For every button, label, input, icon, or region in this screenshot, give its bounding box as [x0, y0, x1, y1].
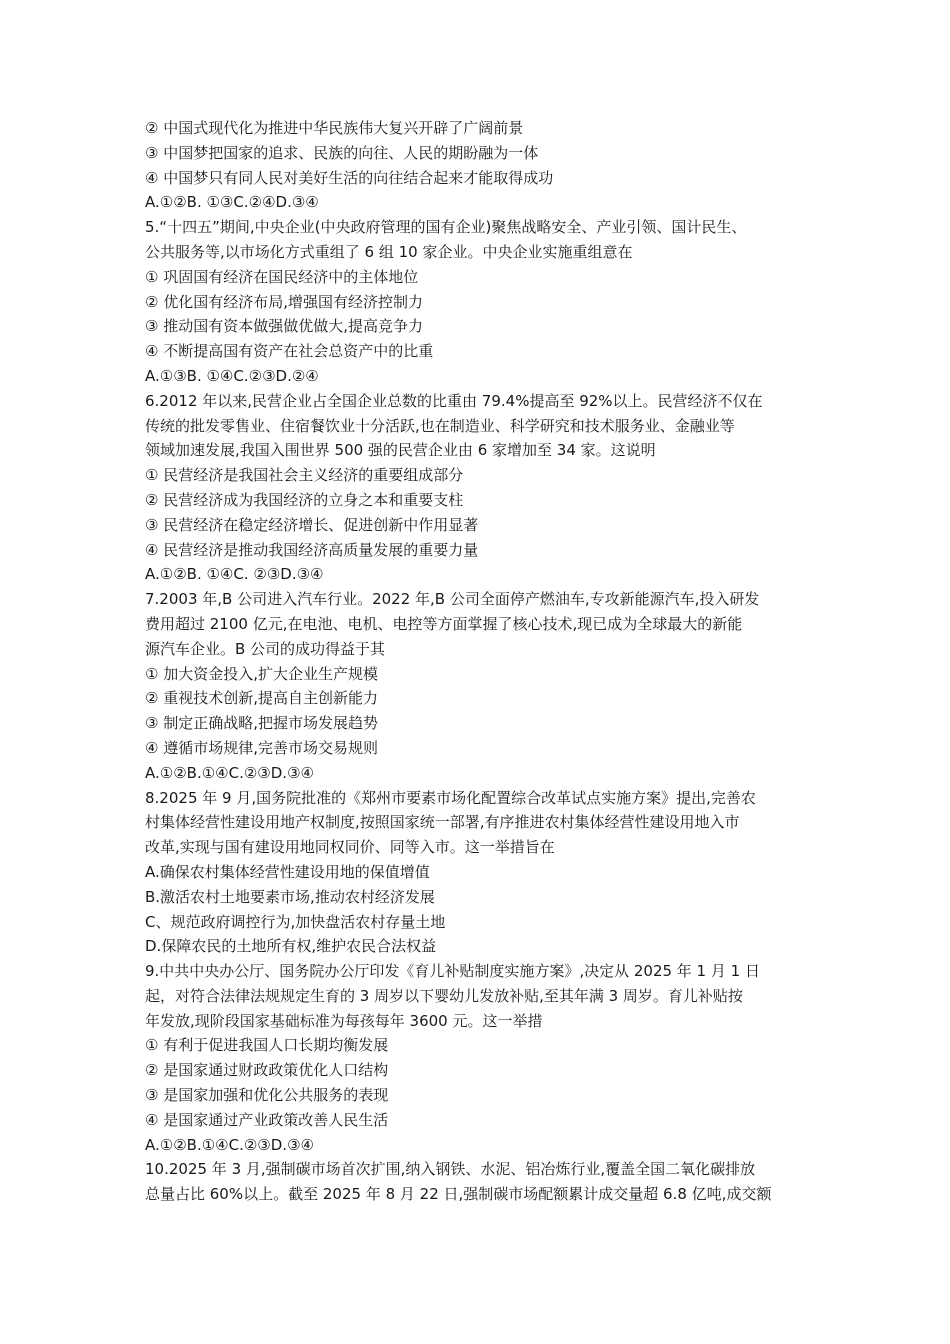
q5-stem-line: 公共服务等,以市场化方式重组了 6 组 10 家企业。中央企业实施重组意在 [145, 242, 633, 261]
question-6 [145, 389, 830, 587]
q6-stem-line: 领域加速发展,我国入围世界 500 强的民营企业由 6 家增加至 34 家。这说明 [145, 441, 656, 460]
q6-stem-line: 6.2012 年以来,民营企业占全国企业总数的比重由 79.4%提高至 92%以上。民营经济不仅在 [145, 391, 763, 410]
q4-option-4: ④ 中国梦只有同人民对美好生活的向往结合起来才能取得成功 [145, 168, 554, 187]
q5-option: ② 优化国有经济布局,增强国有经济控制力 [145, 292, 423, 311]
q6-option: ③ 民营经济在稳定经济增长、促进创新中作用显著 [145, 515, 479, 534]
question-4 [145, 116, 830, 215]
q8-stem-line: 改革,实现与国有建设用地同权同价、同等入市。这一举措旨在 [145, 838, 555, 857]
q9-option: ① 有利于促进我国人口长期均衡发展 [145, 1036, 389, 1055]
q7-option: ② 重视技术创新,提高自主创新能力 [145, 689, 378, 708]
q5-answer-choices: A.①③B. ①④C.②③D.②④ [145, 366, 319, 385]
q9-option: ③ 是国家加强和优化公共服务的表现 [145, 1086, 389, 1105]
q6-option: ① 民营经济是我国社会主义经济的重要组成部分 [145, 466, 464, 485]
q5-option: ① 巩固国有经济在国民经济中的主体地位 [145, 267, 419, 286]
q7-option: ③ 制定正确战略,把握市场发展趋势 [145, 714, 378, 733]
q8-option: A.确保农村集体经营性建设用地的保值增值 [145, 862, 430, 881]
question-7 [145, 587, 830, 785]
q4-option-2: ② 中国式现代化为推进中华民族伟大复兴开辟了广阔前景 [145, 119, 524, 137]
q8-option: C、规范政府调控行为,加快盘活农村存量土地 [145, 912, 446, 931]
question-8 [145, 786, 830, 960]
q7-answer-choices: A.①②B.①④C.②③D.③④ [145, 763, 314, 782]
q9-answer-choices: A.①②B.①④C.②③D.③④ [145, 1135, 314, 1154]
q7-option: ④ 遵循市场规律,完善市场交易规则 [145, 738, 378, 757]
q9-option: ② 是国家通过财政政策优化人口结构 [145, 1061, 389, 1080]
q8-stem-line: 8.2025 年 9 月,国务院批准的《郑州市要素市场化配置综合改革试点实施方案》提出,完善农 [145, 788, 756, 807]
q4-option-3: ③ 中国梦把国家的追求、民族的向往、人民的期盼融为一体 [145, 143, 539, 162]
document-body [145, 116, 830, 1207]
q4-answer-choices: A.①②B. ①③C.②④D.③④ [145, 193, 319, 212]
q8-option: B.激活农村土地要素市场,推动农村经济发展 [145, 887, 435, 906]
q7-stem-line: 源汽车企业。B 公司的成功得益于其 [145, 639, 386, 658]
q5-option: ③ 推动国有资本做强做优做大,提高竞争力 [145, 317, 423, 336]
question-5 [145, 215, 830, 389]
q5-stem-line: 5.“十四五”期间,中央企业(中央政府管理的国有企业)聚焦战略安全、产业引领、国计民生、 [145, 218, 747, 237]
q9-stem-line: 9.中共中央办公厅、国务院办公厅印发《育儿补贴制度实施方案》,决定从 2025 年 1 月 1 日 [145, 962, 760, 981]
q7-stem-line: 7.2003 年,B 公司进入汽车行业。2022 年,B 公司全面停产燃油车,专攻新能源汽车,投入研发 [145, 590, 760, 609]
q9-stem-line: 年发放,现阶段国家基础标准为每孩每年 3600 元。这一举措 [145, 1011, 543, 1030]
q7-option: ① 加大资金投入,扩大企业生产规模 [145, 664, 378, 683]
q8-option: D.保障农民的土地所有权,维护农民合法权益 [145, 937, 437, 956]
q5-option: ④ 不断提高国有资产在社会总资产中的比重 [145, 342, 434, 361]
q9-stem-line: 起，对符合法律法规规定生育的 3 周岁以下婴幼儿发放补贴,至其年满 3 周岁。育儿补贴按 [145, 986, 743, 1005]
q7-stem-line: 费用超过 2100 亿元,在电池、电机、电控等方面掌握了核心技术,现已成为全球最大的新能 [145, 614, 743, 633]
q6-option: ④ 民营经济是推动我国经济高质量发展的重要力量 [145, 540, 479, 559]
question-10 [145, 1157, 830, 1207]
question-9 [145, 959, 830, 1157]
q10-stem-line: 总量占比 60%以上。截至 2025 年 8 月 22 日,强制碳市场配额累计成交量超 6.8 亿吨,成交额 [145, 1185, 772, 1204]
q10-stem-line: 10.2025 年 3 月,强制碳市场首次扩围,纳入钢铁、水泥、铝冶炼行业,覆盖全国二氧化碳排放 [145, 1160, 756, 1179]
q6-stem-line: 传统的批发零售业、住宿餐饮业十分活跃,也在制造业、科学研究和技术服务业、金融业等 [145, 416, 735, 435]
q6-option: ② 民营经济成为我国经济的立身之本和重要支柱 [145, 490, 464, 509]
q9-option: ④ 是国家通过产业政策改善人民生活 [145, 1110, 389, 1129]
q8-stem-line: 村集体经营性建设用地产权制度,按照国家统一部署,有序推进农村集体经营性建设用地入市 [145, 813, 740, 832]
q6-answer-choices: A.①②B. ①④C. ②③D.③④ [145, 565, 324, 584]
